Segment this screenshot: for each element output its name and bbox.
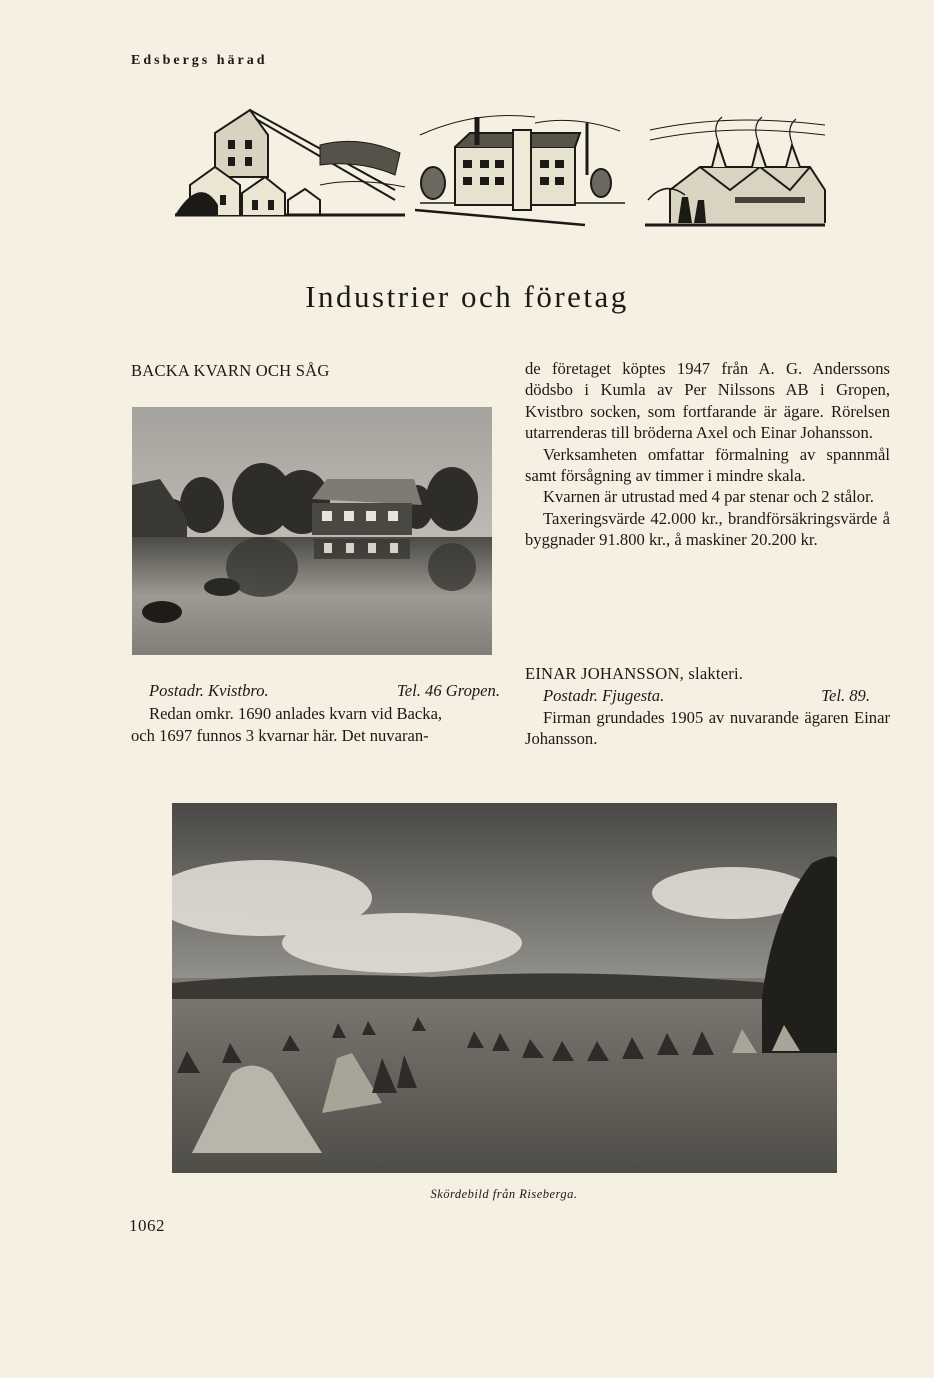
entry-heading: EINAR JOHANSSON, slakteri. [525, 664, 744, 683]
post-address: Postadr. Kvistbro. [149, 681, 269, 700]
vignette-mine-icon [170, 105, 410, 225]
post-address: Postadr. Fjugesta. [543, 686, 665, 706]
page-number: 1062 [129, 1216, 165, 1235]
running-head: Edsbergs härad [131, 53, 268, 68]
entry-backa-contact [131, 680, 502, 746]
contact-line [131, 680, 502, 701]
section-title: Industrier och företag [305, 278, 629, 314]
body-paragraph: Taxeringsvärde 42.000 kr., brandförsäkringsvärde å byggnader 91.800 kr., å maskiner 20.200 kr. [525, 508, 890, 550]
entry-johansson [525, 663, 890, 750]
right-column [525, 358, 890, 551]
harvest-photo [172, 803, 837, 1173]
contact-line [525, 685, 890, 706]
entry-backa-heading-block [131, 360, 502, 381]
body-paragraph: Firman grundades 1905 av nuvarande ägaren Einar Johansson. [525, 707, 890, 749]
figure-caption: Skördebild från Riseberga. [430, 1187, 578, 1201]
entry-heading: BACKA KVARN OCH SÅG [131, 361, 330, 380]
body-line: och 1697 funnos 3 kvarnar här. Det nuvaran- [131, 725, 429, 745]
body-paragraph: Verksamheten omfattar förmalning av spannmål samt försågning av timmer i mindre skala. [525, 444, 890, 486]
phone-number: Tel. 46 Gropen. [397, 681, 500, 700]
phone-number: Tel. 89. [821, 686, 870, 706]
body-line: Redan omkr. 1690 anlades kvarn vid Backa, [149, 704, 443, 724]
vignette-factory-icon [415, 105, 630, 230]
mill-photo [132, 407, 492, 655]
body-paragraph: de företaget köptes 1947 från A. G. Anderssons dödsbo i Kumla av Per Nilssons AB i Gropen, Kvistbro socken, som fortfarande är ägare. Rörelsen utarrenderas till bröderna Axel och Einar Johansson. [525, 359, 890, 443]
vignette-kilns-icon [640, 105, 830, 230]
body-paragraph: Kvarnen är utrustad med 4 par stenar och 2 stålor. [543, 487, 874, 507]
